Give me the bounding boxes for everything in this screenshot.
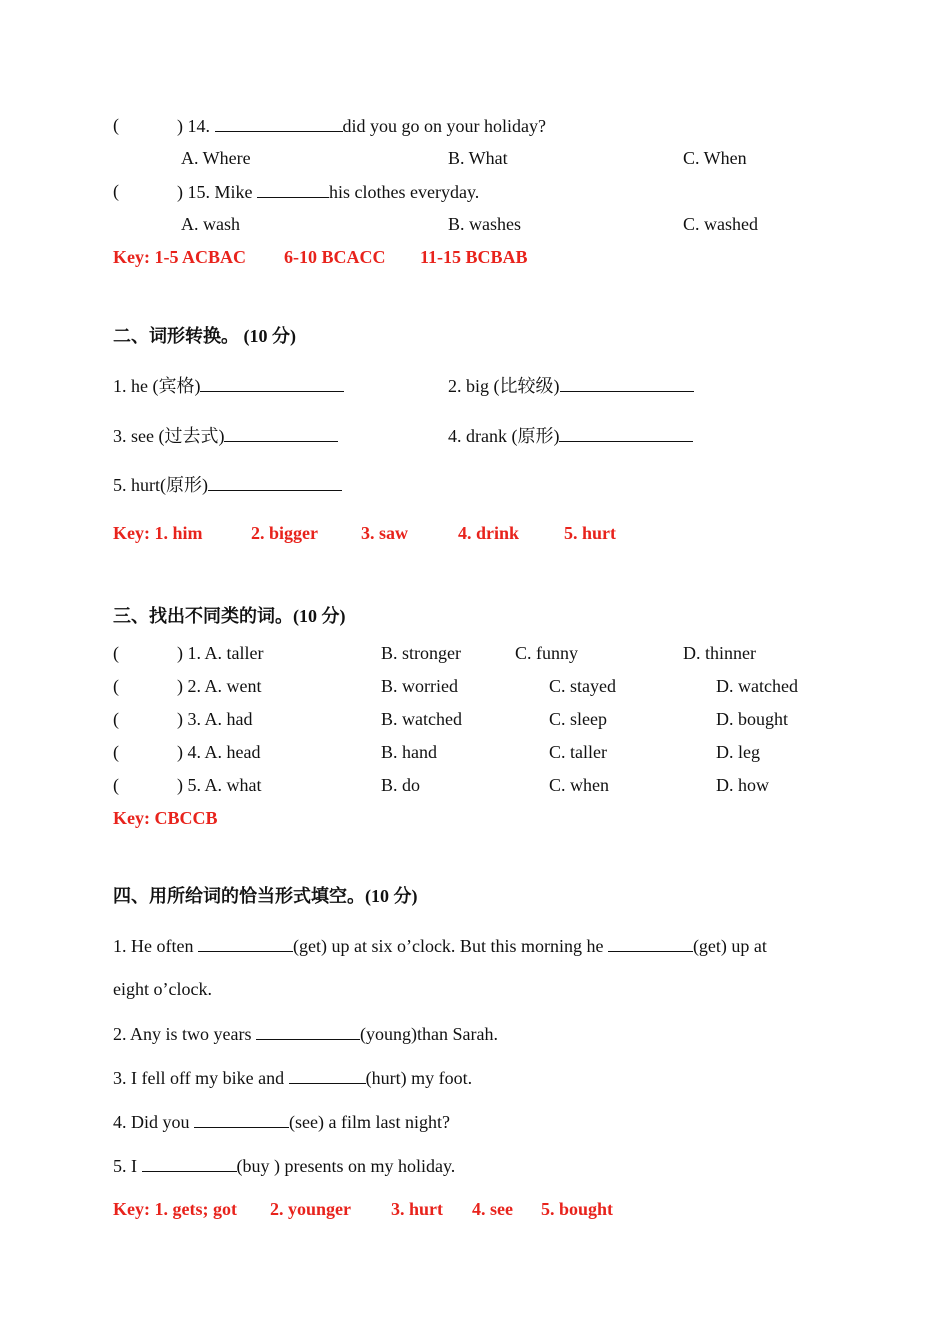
paren-open: ( — [113, 181, 119, 201]
section-title-3: 三、找出不同类的词。(10 分) — [113, 606, 346, 626]
option-c: C. When — [683, 148, 747, 168]
fill-sentence-2: 2. Any is two years (young)than Sarah. — [113, 1024, 498, 1044]
answer-blank[interactable] — [142, 1154, 237, 1172]
word-form-item-4: 4. drank (原形) — [448, 424, 693, 447]
fill-sentence-5: 5. I (buy ) presents on my holiday. — [113, 1156, 456, 1176]
fill-sentence-1: 1. He often (get) up at six o’clock. But this morning he (get) up at — [113, 936, 767, 956]
answer-blank[interactable] — [224, 424, 338, 442]
option-a: A. Where — [181, 148, 251, 168]
question-number: ) 15. Mike his clothes everyday. — [177, 182, 480, 202]
word-form-item-2: 2. big (比较级) — [448, 374, 694, 397]
option-b: B. What — [448, 148, 508, 168]
paren-open: ( — [113, 115, 119, 135]
answer-blank[interactable] — [200, 374, 344, 392]
fill-sentence-4: 4. Did you (see) a film last night? — [113, 1112, 450, 1132]
section-title-2: 二、词形转换。 (10 分) — [113, 326, 296, 346]
answer-blank[interactable] — [257, 180, 329, 198]
answer-blank[interactable] — [215, 114, 343, 132]
answer-blank[interactable] — [559, 424, 693, 442]
word-form-item-1: 1. he (宾格) — [113, 374, 344, 397]
answer-key-part3: Key: CBCCB — [113, 808, 218, 828]
answer-blank[interactable] — [289, 1066, 366, 1084]
fill-sentence-1-continued: eight o’clock. — [113, 979, 212, 999]
word-form-item-3: 3. see (过去式) — [113, 424, 338, 447]
answer-blank[interactable] — [608, 934, 693, 952]
option-a: A. wash — [181, 214, 240, 234]
fill-sentence-3: 3. I fell off my bike and (hurt) my foot. — [113, 1068, 473, 1088]
option-b: B. washes — [448, 214, 521, 234]
word-form-item-5: 5. hurt(原形) — [113, 473, 342, 496]
answer-blank[interactable] — [560, 374, 694, 392]
answer-blank[interactable] — [198, 934, 293, 952]
answer-blank[interactable] — [208, 473, 342, 491]
answer-blank[interactable] — [194, 1110, 289, 1128]
section-title-4: 四、用所给词的恰当形式填空。(10 分) — [113, 886, 418, 906]
answer-blank[interactable] — [256, 1022, 360, 1040]
question-number: ) 14. did you go on your holiday? — [177, 116, 546, 136]
option-c: C. washed — [683, 214, 758, 234]
